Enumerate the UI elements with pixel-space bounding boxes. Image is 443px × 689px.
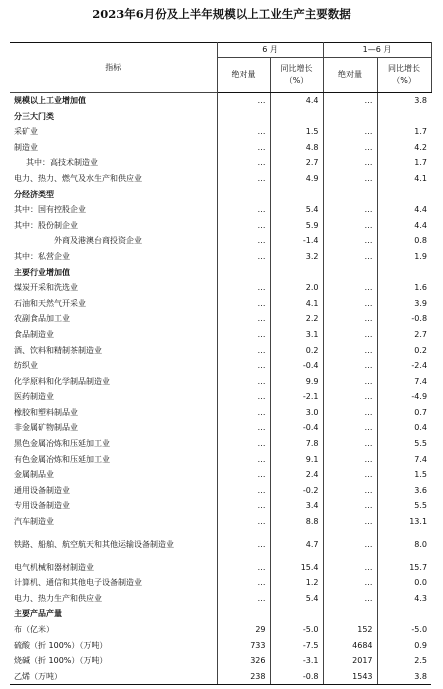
cell-b: 7.8	[270, 436, 323, 452]
table-row	[10, 93, 431, 109]
cell-d: 1.5	[377, 467, 431, 483]
cell-b: 5.9	[270, 218, 323, 234]
cell-c: …	[323, 467, 377, 483]
table-row	[10, 187, 431, 203]
table-row	[10, 405, 431, 421]
h1-yoy-header: 同比增长（%）	[377, 58, 431, 93]
cell-d	[377, 606, 431, 622]
row-label: 农副食品加工业	[14, 314, 70, 324]
cell-b: -5.0	[270, 622, 323, 638]
row-label: 采矿业	[14, 127, 38, 137]
cell-c: …	[323, 93, 377, 109]
table-row	[10, 296, 431, 312]
cell-c: …	[323, 591, 377, 607]
table-row	[10, 606, 431, 622]
row-label: 制造业	[14, 142, 38, 152]
row-label: 分经济类型	[14, 189, 54, 199]
cell-b: 1.5	[270, 124, 323, 140]
cell-d	[377, 187, 431, 203]
cell-d: 4.4	[377, 218, 431, 234]
cell-a: …	[217, 140, 270, 156]
cell-a: …	[217, 560, 270, 576]
cell-d: -0.8	[377, 311, 431, 327]
cell-a: …	[217, 249, 270, 265]
table-row	[10, 560, 431, 576]
row-label: 金属制品业	[14, 470, 54, 480]
cell-a: …	[217, 374, 270, 390]
table-row	[10, 109, 431, 125]
cell-a: …	[217, 327, 270, 343]
cell-b: -2.1	[270, 389, 323, 405]
cell-b: 2.2	[270, 311, 323, 327]
cell-d: 0.7	[377, 405, 431, 421]
cell-c: …	[323, 171, 377, 187]
cell-b: 9.9	[270, 374, 323, 390]
cell-b: 5.4	[270, 202, 323, 218]
data-table	[10, 42, 432, 685]
row-label: 专用设备制造业	[14, 501, 70, 511]
cell-b: -1.4	[270, 233, 323, 249]
cell-b: 0.2	[270, 343, 323, 359]
row-label: 食品制造业	[14, 329, 54, 339]
cell-c: …	[323, 405, 377, 421]
cell-c: …	[323, 498, 377, 514]
cell-a: …	[217, 483, 270, 499]
row-label: 有色金属冶炼和压延加工业	[14, 454, 110, 464]
cell-c: …	[323, 343, 377, 359]
cell-a: 238	[217, 669, 270, 685]
row-label: 煤炭开采和洗选业	[14, 283, 78, 293]
cell-b: 4.1	[270, 296, 323, 312]
cell-a: …	[217, 405, 270, 421]
cell-a	[217, 109, 270, 125]
cell-d: 4.3	[377, 591, 431, 607]
row-label: 布（亿米）	[14, 625, 54, 634]
cell-d: 2.7	[377, 327, 431, 343]
h1-header: 1—6 月	[323, 43, 431, 58]
cell-a: 29	[217, 622, 270, 638]
cell-d: 13.1	[377, 514, 431, 530]
cell-d: 2.5	[377, 653, 431, 669]
cell-b: -0.8	[270, 669, 323, 685]
cell-b: 8.8	[270, 514, 323, 530]
cell-c: …	[323, 374, 377, 390]
cell-b: 9.1	[270, 452, 323, 468]
row-label: 烧碱（折 100%）（万吨）	[14, 656, 108, 666]
cell-a: …	[217, 514, 270, 530]
cell-c: …	[323, 452, 377, 468]
row-label: 通用设备制造业	[14, 485, 70, 495]
table-body	[10, 93, 431, 685]
cell-d: -4.9	[377, 389, 431, 405]
h1-abs-header: 绝对量	[323, 58, 377, 93]
cell-a: …	[217, 389, 270, 405]
cell-d: -2.4	[377, 358, 431, 374]
cell-d: 1.7	[377, 155, 431, 171]
cell-b: 4.4	[270, 93, 323, 109]
cell-c: …	[323, 296, 377, 312]
table-row	[10, 436, 431, 452]
indicator-header: 指标	[10, 43, 217, 93]
cell-d: 8.0	[377, 530, 431, 560]
cell-c: 4684	[323, 638, 377, 654]
cell-c: …	[323, 233, 377, 249]
table-row	[10, 327, 431, 343]
cell-c: 1543	[323, 669, 377, 685]
cell-d: 0.4	[377, 420, 431, 436]
table-row	[10, 389, 431, 405]
cell-d: 4.2	[377, 140, 431, 156]
cell-b: 4.8	[270, 140, 323, 156]
cell-c: …	[323, 358, 377, 374]
cell-b: 2.7	[270, 155, 323, 171]
table-row	[10, 575, 431, 591]
cell-b	[270, 606, 323, 622]
june-abs-header: 绝对量	[217, 58, 270, 93]
cell-c: …	[323, 124, 377, 140]
cell-a	[217, 606, 270, 622]
table-row	[10, 530, 431, 560]
cell-d: 1.6	[377, 280, 431, 296]
cell-a	[217, 187, 270, 203]
row-label: 外商及港澳台商投资企业	[54, 236, 142, 246]
table-row	[10, 638, 431, 654]
cell-d: 0.2	[377, 343, 431, 359]
cell-a: …	[217, 498, 270, 514]
cell-a	[217, 265, 270, 281]
row-label: 非金属矿物制品业	[14, 423, 78, 433]
cell-d: 1.7	[377, 124, 431, 140]
cell-d: 7.4	[377, 374, 431, 390]
cell-d: 5.5	[377, 436, 431, 452]
cell-a: …	[217, 530, 270, 560]
cell-b: -7.5	[270, 638, 323, 654]
cell-c	[323, 265, 377, 281]
table-row	[10, 218, 431, 234]
june-yoy-header: 同比增长（%）	[270, 58, 323, 93]
cell-a: …	[217, 420, 270, 436]
table-row	[10, 498, 431, 514]
cell-a: …	[217, 436, 270, 452]
row-label: 汽车制造业	[14, 517, 54, 527]
table-row	[10, 467, 431, 483]
cell-b	[270, 109, 323, 125]
cell-a: …	[217, 218, 270, 234]
row-label: 橡胶和塑料制品业	[14, 407, 78, 417]
cell-a: …	[217, 93, 270, 109]
cell-d: 15.7	[377, 560, 431, 576]
cell-b: 5.4	[270, 591, 323, 607]
cell-b: 4.7	[270, 530, 323, 560]
row-label: 纺织业	[14, 361, 38, 371]
table-row	[10, 374, 431, 390]
cell-b: 3.0	[270, 405, 323, 421]
cell-d: -5.0	[377, 622, 431, 638]
cell-d: 0.9	[377, 638, 431, 654]
cell-a: …	[217, 467, 270, 483]
cell-d: 0.8	[377, 233, 431, 249]
cell-d: 4.4	[377, 202, 431, 218]
cell-c: …	[323, 575, 377, 591]
cell-c: …	[323, 436, 377, 452]
cell-b: 2.4	[270, 467, 323, 483]
table-row	[10, 249, 431, 265]
table-row	[10, 265, 431, 281]
table-row	[10, 591, 431, 607]
table-row	[10, 483, 431, 499]
table-row	[10, 280, 431, 296]
cell-a: …	[217, 452, 270, 468]
cell-c: …	[323, 202, 377, 218]
cell-a: …	[217, 280, 270, 296]
row-label: 化学原料和化学制品制造业	[14, 376, 110, 386]
cell-a: 326	[217, 653, 270, 669]
cell-c: …	[323, 311, 377, 327]
table-row	[10, 171, 431, 187]
cell-c: …	[323, 530, 377, 560]
cell-c	[323, 109, 377, 125]
row-label: 医药制造业	[14, 392, 54, 402]
table-row	[10, 155, 431, 171]
row-label: 电气机械和器材制造业	[14, 562, 94, 572]
cell-b	[270, 265, 323, 281]
table-row	[10, 420, 431, 436]
cell-b: 3.2	[270, 249, 323, 265]
table-row	[10, 358, 431, 374]
cell-b: 1.2	[270, 575, 323, 591]
cell-d: 4.1	[377, 171, 431, 187]
cell-b: -3.1	[270, 653, 323, 669]
table-row	[10, 669, 431, 685]
cell-b: -0.4	[270, 420, 323, 436]
cell-a: …	[217, 358, 270, 374]
row-label: 酒、饮料和精制茶制造业	[14, 345, 102, 355]
cell-a: …	[217, 171, 270, 187]
table-row	[10, 124, 431, 140]
june-header: 6 月	[217, 43, 323, 58]
page-title: 2023年6月份及上半年规模以上工业生产主要数据	[92, 7, 351, 21]
cell-d: 3.8	[377, 93, 431, 109]
cell-a: …	[217, 591, 270, 607]
row-label: 主要产品产量	[14, 609, 62, 619]
cell-c: 2017	[323, 653, 377, 669]
table-row	[10, 452, 431, 468]
row-label: 硫酸（折 100%）（万吨）	[14, 640, 108, 650]
cell-d	[377, 109, 431, 125]
cell-d: 3.6	[377, 483, 431, 499]
cell-a: …	[217, 155, 270, 171]
row-label: 其中：高技术制造业	[26, 158, 98, 168]
cell-c: 152	[323, 622, 377, 638]
cell-b: -0.2	[270, 483, 323, 499]
cell-c	[323, 187, 377, 203]
cell-b: 2.0	[270, 280, 323, 296]
row-label: 计算机、通信和其他电子设备制造业	[14, 578, 142, 588]
cell-c: …	[323, 155, 377, 171]
row-label: 其中：国有控股企业	[14, 205, 86, 215]
header-row-top	[10, 43, 431, 58]
cell-c	[323, 606, 377, 622]
cell-c: …	[323, 249, 377, 265]
table-row	[10, 514, 431, 530]
cell-b: 3.1	[270, 327, 323, 343]
cell-d: 5.5	[377, 498, 431, 514]
table-row	[10, 622, 431, 638]
cell-a: …	[217, 296, 270, 312]
cell-a: 733	[217, 638, 270, 654]
cell-a: …	[217, 124, 270, 140]
cell-c: …	[323, 218, 377, 234]
table-row	[10, 653, 431, 669]
cell-b	[270, 187, 323, 203]
cell-a: …	[217, 343, 270, 359]
row-label: 主要行业增加值	[14, 267, 70, 277]
table-row	[10, 233, 431, 249]
table-row	[10, 343, 431, 359]
cell-d: 3.8	[377, 669, 431, 685]
row-label: 乙烯（万吨）	[10, 669, 217, 685]
row-label: 电力、热力、燃气及水生产和供应业	[14, 173, 142, 183]
table-row	[10, 140, 431, 156]
row-label: 石油和天然气开采业	[14, 298, 86, 308]
cell-c: …	[323, 389, 377, 405]
cell-b: 15.4	[270, 560, 323, 576]
cell-c: …	[323, 514, 377, 530]
cell-c: …	[323, 483, 377, 499]
cell-d	[377, 265, 431, 281]
cell-c: …	[323, 420, 377, 436]
cell-a: …	[217, 202, 270, 218]
table-row	[10, 311, 431, 327]
cell-a: …	[217, 311, 270, 327]
cell-d: 0.0	[377, 575, 431, 591]
row-label: 电力、热力生产和供应业	[14, 593, 102, 603]
row-label: 规模以上工业增加值	[14, 96, 86, 105]
cell-c: …	[323, 140, 377, 156]
cell-d: 7.4	[377, 452, 431, 468]
cell-c: …	[323, 280, 377, 296]
cell-a: …	[217, 575, 270, 591]
cell-b: -0.4	[270, 358, 323, 374]
row-label: 黑色金属冶炼和压延加工业	[14, 439, 110, 449]
cell-b: 3.4	[270, 498, 323, 514]
row-label: 其中：股份制企业	[14, 220, 78, 230]
cell-b: 4.9	[270, 171, 323, 187]
cell-d: 1.9	[377, 249, 431, 265]
cell-d: 3.9	[377, 296, 431, 312]
cell-c: …	[323, 327, 377, 343]
row-label: 分三大门类	[14, 111, 54, 121]
row-label: 其中：私营企业	[14, 251, 70, 261]
table-row	[10, 202, 431, 218]
row-label: 铁路、船舶、航空航天和其他运输设备制造业	[14, 539, 174, 549]
cell-a: …	[217, 233, 270, 249]
cell-c: …	[323, 560, 377, 576]
